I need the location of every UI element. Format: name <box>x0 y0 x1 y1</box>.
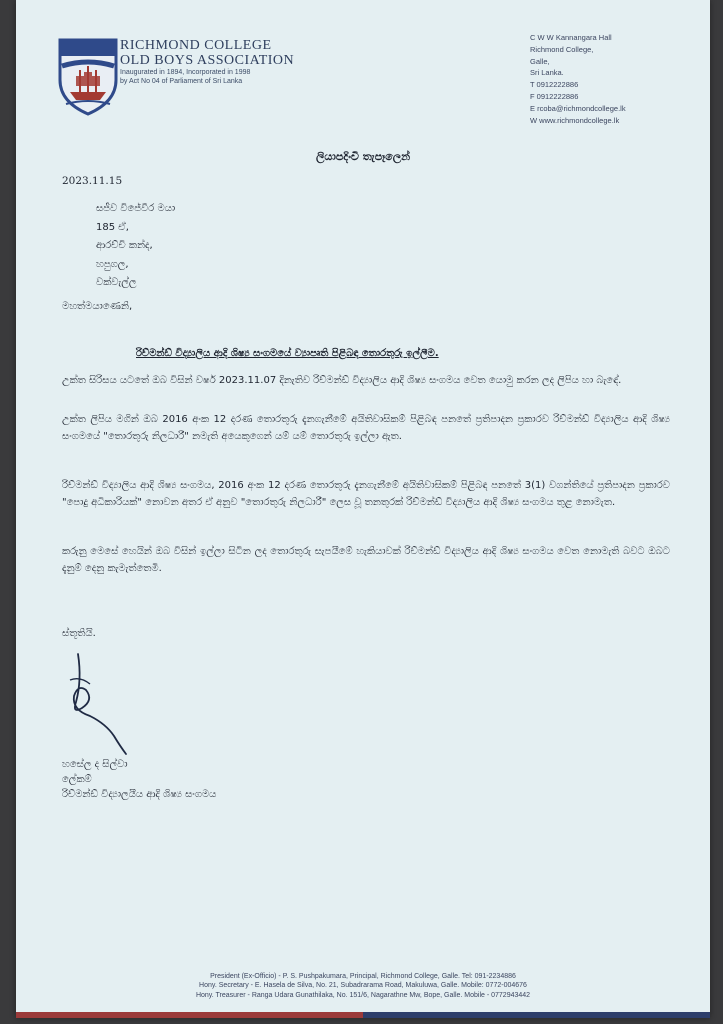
body-paragraph: කරුනු මෙසේ හෙයින් ඔබ විසින් ඉල්ලා සිටින ලද තොරතුරු සැපයීමේ හැකියාවක් රිච්මන්ඩ් විද්‍යාලිය ආදි ශිෂ්‍ය සංගමය වෙත නොමැති බවට ඔබට දැනුම් දෙනු කැමැත්තෙමි. <box>62 546 670 574</box>
org-subline2: by Act No 04 of Parliament of Sri Lanka <box>120 78 243 85</box>
handwritten-signature <box>60 650 130 756</box>
footer-line: Hony. Treasurer - Ranga Udara Gunathilaka, No. 151/6, Nagarathne Mw, Bope, Galle. Mobile - 0772943442 <box>195 991 531 999</box>
body-paragraph: උක්ත සිරිසය යටතේ ඔබ විසින් වර්ෂ 2023.11.07 දිනැතිව රිච්මන්ඩ් විද්‍යාලිය ආදි ශිෂ්‍ය සංගමය වෙත යොමු කරන ලද ලිපිය හා බැඳේ. <box>62 375 622 386</box>
registered-post-heading: ලියාපදිංචි තැපෑලෙන් <box>315 150 411 163</box>
contact-block <box>530 32 670 126</box>
address-line: හපුගල, <box>96 258 129 270</box>
footer-color-bar <box>16 1012 710 1018</box>
body-paragraph: රිච්මන්ඩ් විද්‍යාලිය ආදි ශිෂ්‍ය සංගමය, 2016 අංක 12 දරණ තොරතුරු දැනගැනීමේ අයිතිවාසිකම් පිළිබඳ පනතේ 3(1) වගන්තියේ ප්‍රතිපාදන ප්‍රකාරව "පොදු අධිකාරියක්" නොවන අතර ඒ අනුව "තොරතුරු නිලධාරී" ලෙස වූ තනතුරක් රිච්මන්ඩ් විද්‍යාලිය ආදි ශිෂ්‍ය සංගමය තුළ නොමැත. <box>62 480 670 508</box>
footer-line: Hony. Secretary - E. Hasela de Silva, No. 21, Subadrarama Road, Makuluwa, Galle. Mobile: 0772-004676 <box>199 982 527 990</box>
footer-line: President (Ex-Officio) - P. S. Pushpakumara, Principal, Richmond College, Galle. Tel: 091-2234886 <box>210 973 516 980</box>
signer-organization: රිච්මන්ඩ් විද්‍යාලයීය ආදි ශිෂ්‍ය සංගමය <box>62 789 217 800</box>
signer-name: හසේල ද සිල්වා <box>62 759 128 770</box>
footer-officers <box>16 972 710 1000</box>
org-name <box>120 38 294 86</box>
contact-line: C W W Kannangara Hall <box>530 33 612 42</box>
contact-email: E rcoba@richmondcollege.lk <box>530 103 626 113</box>
contact-fax: F 0912222886 <box>530 91 579 101</box>
org-name-line2: OLD BOYS ASSOCIATION <box>120 53 295 68</box>
signer-title: ලේකම් <box>62 774 92 785</box>
closing: ස්තූතියි. <box>62 628 96 639</box>
recipient-name: සජීව විජේවීර මයා <box>96 203 176 214</box>
contact-line: Sri Lanka. <box>530 68 564 78</box>
letter-sheet <box>16 0 710 1018</box>
contact-phone: T 0912222886 <box>530 80 579 90</box>
salutation: මහත්මයාණෙනි, <box>62 301 133 312</box>
college-crest-logo <box>56 36 120 116</box>
contact-line: Richmond College, <box>530 44 594 54</box>
footer-bar-blue <box>363 1012 710 1018</box>
org-subline1: Inaugurated in 1894, Incorporated in 1998 <box>120 69 251 76</box>
org-name-line1: RICHMOND COLLEGE <box>120 38 272 53</box>
letter-subject: රිච්මන්ඩ් විද්‍යාලිය ආදි ශිෂ්‍ය සංගමයේ ව්‍යාපෘති පිළිබඳ තොරතුරු ඉල්ලීම. <box>136 348 439 359</box>
address-line: ආරච්චි කන්ද, <box>96 240 153 252</box>
letter-date: 2023.11.15 <box>62 175 123 187</box>
address-line: 185 ඒ, <box>96 221 129 233</box>
footer-bar-red <box>16 1012 363 1018</box>
body-paragraph: උක්ත ලිපිය මගින් ඔබ 2016 අංක 12 දරණ තොරතුරු දැනගැනීමේ අයිතිවාසිකම් පිළිබඳ පනතේ ප්‍රතිපාදන ප්‍රකාරව රිච්මන්ඩ් විද්‍යාලිය ආදි ශිෂ්‍ය සංගමයේ "තොරතුරු නිලධාරී" නමැති අයෙකුගෙන් යම් යම් තොරතුරු ඉල්ලා ඇත. <box>62 414 670 442</box>
recipient-address <box>96 200 175 293</box>
contact-line: Galle, <box>530 56 550 66</box>
address-line: වක්වැල්ල <box>96 277 137 289</box>
contact-website: W www.richmondcollege.lk <box>530 115 620 125</box>
signer-block <box>62 757 216 802</box>
